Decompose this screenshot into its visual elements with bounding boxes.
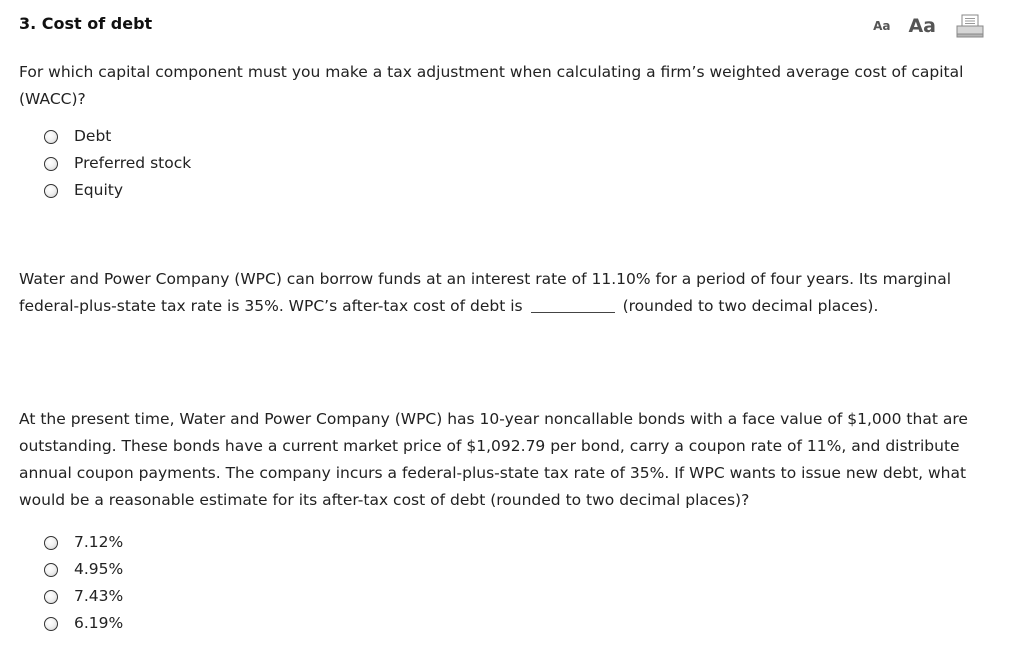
option-label: Debt [74, 127, 112, 145]
option-label: 4.95% [74, 560, 124, 578]
print-icon[interactable] [956, 14, 984, 38]
answer-blank-input[interactable] [531, 311, 615, 313]
option-label: 7.12% [74, 533, 124, 551]
option-label: Equity [74, 181, 124, 199]
radio-button[interactable] [44, 184, 58, 198]
question-1-options [19, 123, 969, 204]
q1-option-preferred-stock[interactable] [19, 150, 969, 177]
radio-button[interactable] [44, 536, 58, 550]
question-2-text-after: (rounded to two decimal places). [622, 297, 879, 315]
option-label: 6.19% [74, 614, 124, 632]
question-3-prompt: At the present time, Water and Power Company (WPC) has 10-year noncallable bonds with a face value of $1,000 that are outstanding. These bonds have a current market price of $1,092.79 per bond, carry a coupon rate of 11%, and distribute annual coupon payments. The company incurs a federal-plus-state tax rate of 35%. If WPC wants to issue new debt, what would be a reasonable estimate for its after-tax cost of debt (rounded to two decimal places)? [19, 410, 968, 509]
radio-button[interactable] [44, 617, 58, 631]
q3-option-4[interactable] [19, 610, 969, 637]
q3-option-1[interactable] [19, 529, 969, 556]
question-3 [19, 406, 969, 637]
q1-option-debt[interactable] [19, 123, 969, 150]
option-label: Preferred stock [74, 154, 192, 172]
q1-option-equity[interactable] [19, 177, 969, 204]
radio-button[interactable] [44, 563, 58, 577]
header [19, 13, 984, 39]
page-title: 3. Cost of debt [19, 14, 153, 33]
toolbar [873, 13, 984, 39]
decrease-font-button[interactable]: Aa [873, 19, 891, 33]
question-3-options [19, 529, 969, 637]
radio-button[interactable] [44, 130, 58, 144]
question-1 [19, 59, 969, 204]
increase-font-button[interactable]: Aa [908, 15, 936, 37]
question-1-prompt: For which capital component must you make a tax adjustment when calculating a firm’s weighted average cost of capital (WACC)? [19, 63, 964, 108]
question-2 [19, 266, 969, 320]
option-label: 7.43% [74, 587, 124, 605]
radio-button[interactable] [44, 590, 58, 604]
q3-option-2[interactable] [19, 556, 969, 583]
q3-option-3[interactable] [19, 583, 969, 610]
radio-button[interactable] [44, 157, 58, 171]
question-2-text-before: Water and Power Company (WPC) can borrow funds at an interest rate of 11.10% for a period of four years. Its marginal federal-plus-state tax rate is 35%. WPC’s after-tax cost of debt is [19, 270, 952, 315]
